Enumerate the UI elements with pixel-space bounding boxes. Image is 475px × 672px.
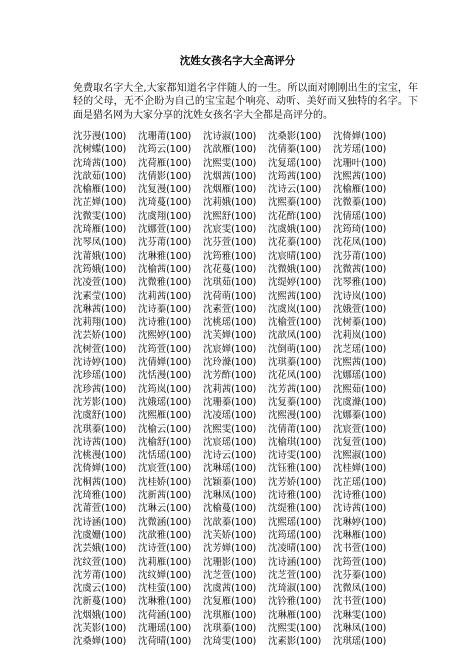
name-entry: 沈琳婷(100) [333,516,387,528]
name-entry: 沈熙雯(100) [203,157,257,169]
name-entry: 沈芬莆(100) [333,250,387,262]
name-entry: 沈芳莆(100) [73,569,127,581]
name-entry: 沈桂娇(100) [138,476,192,488]
name-entry: 沈芷瑶(100) [333,476,387,488]
name-entry: 沈微雅(100) [138,277,192,289]
name-entry: 沈芝瑶(100) [333,343,387,355]
name-entry: 沈歆凤(100) [268,330,322,342]
name-entry: 沈芬蓁(100) [333,569,387,581]
name-entry: 沈复瑶(100) [268,157,322,169]
name-entry: 沈芝萱(100) [203,569,257,581]
name-entry: 沈娜萱(100) [138,224,192,236]
name-entry: 沈诗雅(100) [138,317,192,329]
name-entry: 沈榆蔓(100) [203,503,257,515]
name-entry: 沈微涵(100) [138,516,192,528]
name-entry: 沈莆萱(100) [73,503,127,515]
name-entry: 沈诗茜(100) [333,503,387,515]
name-entry: 沈琳云(100) [138,503,192,515]
name-entry: 沈琦蔓(100) [138,197,192,209]
name-entry: 沈桐茜(100) [73,476,127,488]
name-entry: 沈微雯(100) [73,210,127,222]
name-entry: 沈桃瑶(100) [203,317,257,329]
name-entry: 沈琴雅(100) [333,277,387,289]
name-entry: 沈莉茜(100) [203,383,257,395]
name-entry: 沈桂萤(100) [138,583,192,595]
name-entry: 沈缇雅(100) [268,503,322,515]
name-entry: 沈虞舒(100) [73,410,127,422]
name-entry: 沈宸晴(100) [268,250,322,262]
name-entry: 沈钤雅(100) [268,596,322,608]
name-entry: 沈榆舒(100) [138,436,192,448]
name-entry: 沈琪雁(100) [203,609,257,621]
name-entry: 沈虞茜(100) [203,583,257,595]
name-entry: 沈芳茜(100) [268,383,322,395]
name-entry: 沈宸雯(100) [203,224,257,236]
name-entry: 沈书萱(100) [333,596,387,608]
name-entry: 沈诗婷(100) [73,357,127,369]
name-entry: 沈筠茜(100) [268,170,322,182]
name-entry: 沈歆雅(100) [138,529,192,541]
name-entry: 沈倩瑶(100) [333,210,387,222]
name-entry: 沈书萱(100) [333,543,387,555]
name-entry: 沈琪瑶(100) [333,636,387,648]
name-entry: 沈歆茹(100) [73,170,127,182]
name-entry: 沈莉雁(100) [138,556,192,568]
name-entry: 沈虞云(100) [73,583,127,595]
name-entry: 沈琦雯(100) [203,636,257,648]
name-entry: 沈虞娥(100) [268,224,322,236]
name-entry: 沈芝萱(100) [268,569,322,581]
name-entry: 沈琦淑(100) [268,583,322,595]
name-entry: 沈新蔓(100) [73,596,127,608]
name-entry: 沈虞翔(100) [138,210,192,222]
name-entry: 沈筠岚(100) [138,383,192,395]
name-entry: 沈素莹(100) [73,290,127,302]
name-entry: 沈珊瑶(100) [138,622,192,634]
name-entry: 沈烟娥(100) [73,609,127,621]
name-entry: 沈树蝶(100) [73,144,127,156]
name-entry: 沈琪蓁(100) [268,357,322,369]
name-entry: 沈树萱(100) [73,343,127,355]
name-entry: 沈纹萱(100) [73,556,127,568]
name-entry: 沈芷婵(100) [73,197,127,209]
name-entry: 沈虞滌(100) [333,396,387,408]
name-entry: 沈荷晴(100) [138,636,192,648]
name-entry: 沈花酢(100) [268,210,322,222]
name-entry: 沈荷涵(100) [138,609,192,621]
name-entry: 沈纹婵(100) [138,569,192,581]
name-entry: 沈榆雁(100) [73,184,127,196]
name-entry: 沈宸萱(100) [138,463,192,475]
name-entry: 沈熙雯(100) [203,423,257,435]
name-entry: 沈芳酢(100) [203,370,257,382]
name-entry: 沈熙婷(100) [138,330,192,342]
name-entry: 沈花凤(100) [268,370,322,382]
name-entry: 沈芙婵(100) [203,330,257,342]
name-entry: 沈琳雯(100) [333,609,387,621]
name-entry: 沈凌萱(100) [73,277,127,289]
name-entry: 沈熙淑(100) [333,450,387,462]
name-entry: 沈琳雁(100) [268,609,322,621]
name-entry: 沈珊叶(100) [333,157,387,169]
name-entry: 沈诗云(100) [268,184,322,196]
name-list [73,130,423,649]
name-entry: 沈筠萱(100) [138,343,192,355]
name-entry: 沈倒萌(100) [268,343,322,355]
name-entry: 沈熙雯(100) [268,622,322,634]
name-entry: 沈琦茜(100) [73,157,127,169]
name-entry: 沈熙茜(100) [333,357,387,369]
name-entry: 沈素影(100) [268,636,322,648]
name-entry: 沈诗岚(100) [333,290,387,302]
name-entry: 沈虞岚(100) [268,303,322,315]
name-entry: 沈筠云(100) [138,144,192,156]
name-entry: 沈微茜(100) [333,263,387,275]
name-entry: 沈筠萱(100) [333,556,387,568]
name-entry: 沈倚婵(100) [73,463,127,475]
name-entry: 沈熙漫(100) [268,410,322,422]
name-entry: 沈娜瑶(100) [333,370,387,382]
name-entry: 沈恬漫(100) [138,370,192,382]
name-entry: 沈复蓁(100) [268,396,322,408]
name-entry: 沈熙雁(100) [138,410,192,422]
name-entry: 沈筠娥(100) [73,263,127,275]
name-entry: 沈琪蓁(100) [73,423,127,435]
name-entry: 沈倩蓁(100) [268,144,322,156]
name-entry: 沈倩影(100) [138,170,192,182]
name-entry: 沈琳瑶(100) [203,463,257,475]
name-entry: 沈诗淑(100) [203,131,257,142]
name-entry: 沈虞姗(100) [73,529,127,541]
name-entry: 沈树蓁(100) [333,317,387,329]
name-entry: 沈颖蓁(100) [203,476,257,488]
name-entry: 沈诗雅(100) [333,490,387,502]
name-entry: 沈花蓁(100) [268,237,322,249]
name-entry: 沈芸娥(100) [73,543,127,555]
name-entry: 沈娥瑶(100) [138,396,192,408]
name-entry: 沈恬瑶(100) [138,450,192,462]
name-entry: 沈花凤(100) [333,237,387,249]
name-entry: 沈芬萱(100) [203,237,257,249]
name-entry: 沈莉翔(100) [73,317,127,329]
name-entry: 沈钰雅(100) [268,463,322,475]
name-entry: 沈珍瑶(100) [73,370,127,382]
name-entry: 沈娜蓁(100) [333,410,387,422]
name-entry: 沈荷萌(100) [203,290,257,302]
name-entry: 沈珊蓁(100) [203,396,257,408]
name-entry: 沈花蔓(100) [203,263,257,275]
name-entry: 沈琳凤(100) [203,490,257,502]
name-entry: 沈素萱(100) [203,303,257,315]
name-entry: 沈琪茹(100) [203,277,257,289]
name-entry: 沈宸萱(100) [333,423,387,435]
name-entry: 沈芳婵(100) [203,543,257,555]
name-entry: 沈芙娇(100) [203,529,257,541]
name-entry: 沈新茜(100) [138,490,192,502]
name-entry: 沈诗雅(100) [268,490,322,502]
name-entry: 沈筠瑶(100) [268,529,322,541]
name-entry: 沈荷雁(100) [138,157,192,169]
name-entry: 沈琪蓁(100) [203,622,257,634]
name-entry: 沈琳雁(100) [333,529,387,541]
name-entry: 沈缇婷(100) [268,277,322,289]
name-entry: 沈烟茜(100) [203,170,257,182]
name-entry: 沈熙舒(100) [203,210,257,222]
name-entry: 沈倩婵(100) [138,357,192,369]
name-entry: 沈榆萱(100) [268,317,322,329]
name-entry: 沈琳茜(100) [73,303,127,315]
name-entry: 沈娥萱(100) [333,303,387,315]
name-entry: 沈莉娥(100) [203,197,257,209]
name-entry: 沈熙蓁(100) [268,197,322,209]
name-entry: 沈桑影(100) [268,131,322,142]
name-entry: 沈歆雁(100) [203,144,257,156]
name-entry: 沈复萱(100) [333,436,387,448]
name-entry: 沈榆雁(100) [333,184,387,196]
name-entry: 沈诗雯(100) [268,450,322,462]
name-entry: 沈琳雅(100) [138,596,192,608]
name-entry: 沈榆茜(100) [138,263,192,275]
name-entry: 沈琴凤(100) [73,237,127,249]
name-entry: 沈诗涵(100) [73,516,127,528]
name-entry: 沈微凤(100) [333,583,387,595]
name-entry: 沈琳雅(100) [138,250,192,262]
name-entry: 沈莉岚(100) [333,330,387,342]
name-entry: 沈熙茜(100) [333,170,387,182]
document-title: 沈姓女孩名字大全高评分 [179,55,296,67]
name-entry: 沈琦雅(100) [73,490,127,502]
name-entry: 沈诗蓁(100) [138,303,192,315]
name-entry: 沈诗涵(100) [268,556,322,568]
name-entry: 沈榆琪(100) [268,436,322,448]
name-entry: 沈莉茜(100) [138,290,192,302]
name-entry: 沈烟雁(100) [203,184,257,196]
name-entry: 沈诗云(100) [203,450,257,462]
name-entry: 沈复漫(100) [138,184,192,196]
name-entry: 沈熙茜(100) [268,290,322,302]
name-entry: 沈微娥(100) [268,263,322,275]
name-entry: 沈诗茜(100) [73,436,127,448]
name-entry: 沈凌晴(100) [268,543,322,555]
name-entry: 沈芙影(100) [73,622,127,634]
name-entry: 沈诗萱(100) [138,543,192,555]
name-entry: 沈歆蓁(100) [203,516,257,528]
name-entry: 沈芸娇(100) [73,330,127,342]
name-entry: 沈复雁(100) [203,596,257,608]
name-entry: 沈宸瑶(100) [203,436,257,448]
name-entry: 沈芳娇(100) [268,476,322,488]
name-entry: 沈筠雅(100) [203,250,257,262]
name-entry: 沈琦雁(100) [73,224,127,236]
name-entry: 沈凌瑶(100) [203,410,257,422]
name-entry: 沈宸婵(100) [203,343,257,355]
name-entry: 沈倚婵(100) [333,131,387,142]
name-entry: 沈玲滌(100) [203,357,257,369]
name-entry: 沈琳凤(100) [333,622,387,634]
name-entry: 沈微蓁(100) [333,197,387,209]
name-entry: 沈芬漫(100) [73,131,127,142]
name-entry: 沈莆娥(100) [73,250,127,262]
name-entry: 沈珍茜(100) [73,383,127,395]
name-entry: 沈芳瑶(100) [333,144,387,156]
name-entry: 沈熙茹(100) [333,383,387,395]
document-intro: 免费取名字大全,大家都知道名字伴随人的一生。所以面对刚刚出生的宝宝，年轻的父母，无不企盼为自己的宝宝起个响亮、动听、美好而又独特的名字。下面是猎名网为大家分享的沈姓女孩名字大全都是高评分的。 [73,83,418,121]
name-entry: 沈筠琦(100) [333,224,387,236]
name-entry: 沈珊影(100) [203,556,257,568]
name-entry: 沈桂婵(100) [333,463,387,475]
name-entry: 沈芳影(100) [73,396,127,408]
name-entry: 沈桃漫(100) [73,450,127,462]
name-entry: 沈珊莆(100) [138,131,192,142]
name-entry: 沈芬莆(100) [138,237,192,249]
name-entry: 沈榆云(100) [138,423,192,435]
name-entry: 沈熙瑶(100) [268,516,322,528]
name-entry: 沈桑婵(100) [73,636,127,648]
name-entry: 沈倩莆(100) [268,423,322,435]
